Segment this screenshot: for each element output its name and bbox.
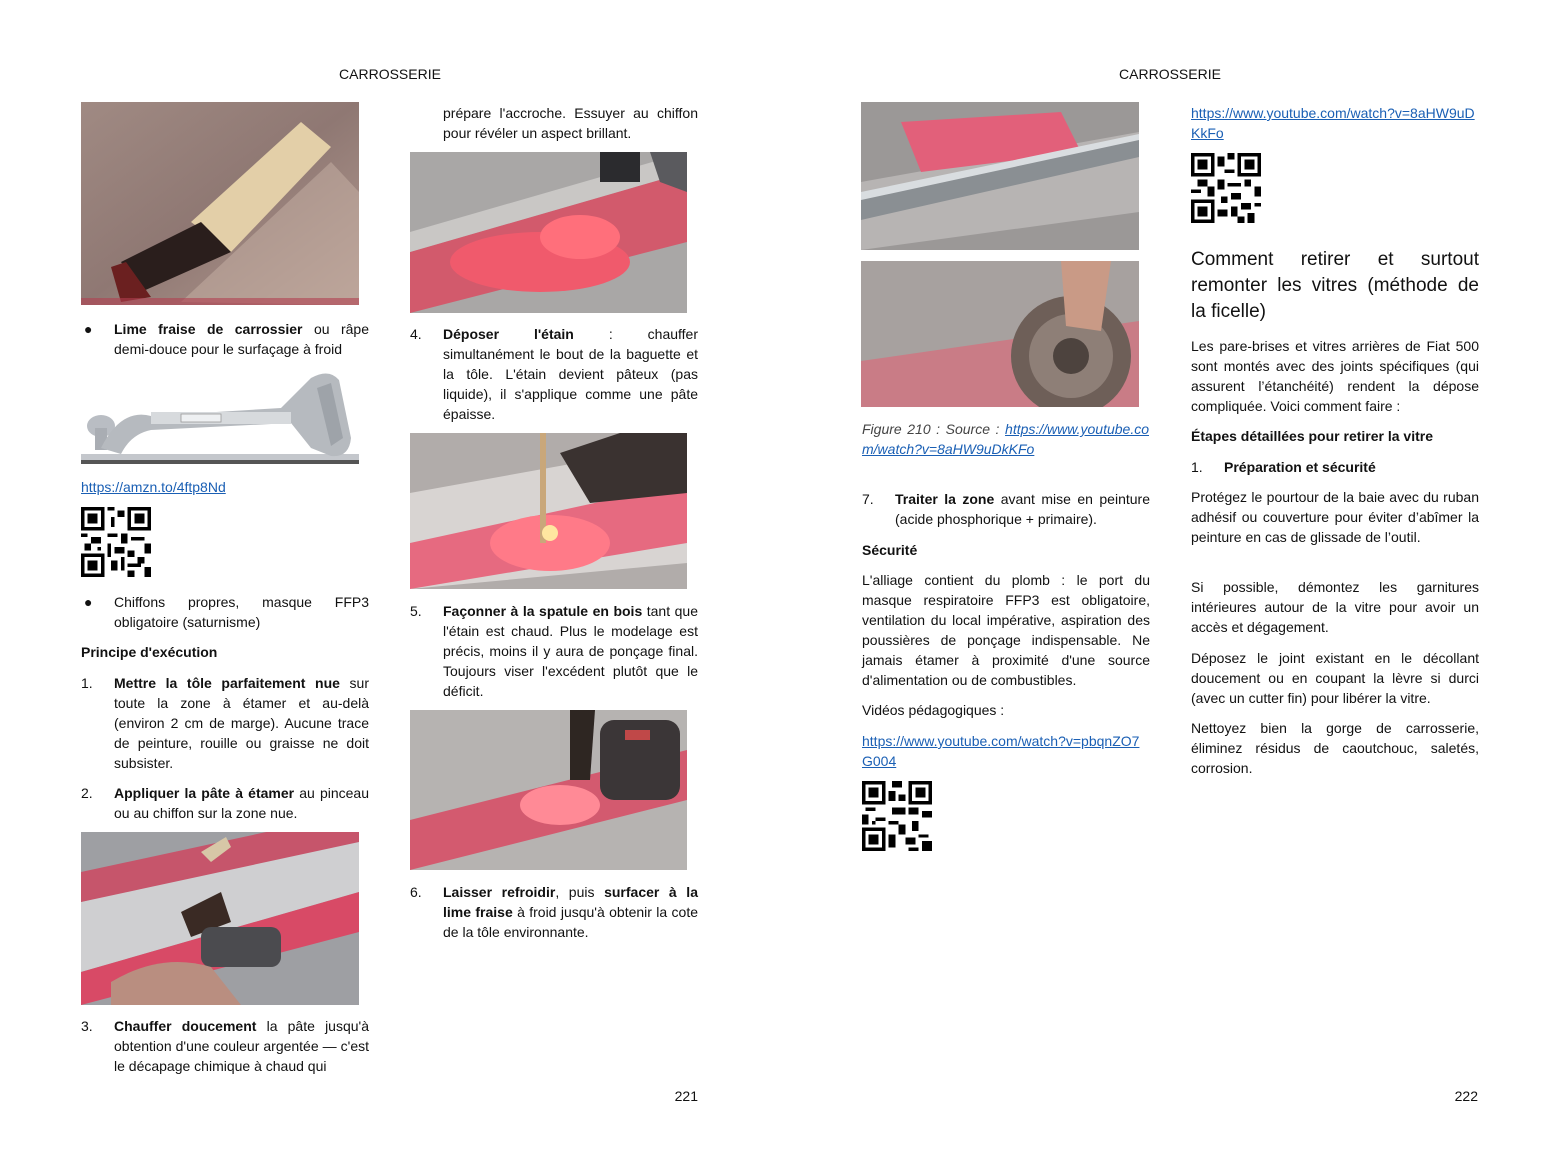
step-4: 4. Déposer l'étain : chauffer simultanément le bout de la baguette et la tôle. L'étain devient pâteux (pas liquide), il s'applique comme une pâte épaisse. (410, 326, 698, 422)
step-3: 3. Chauffer doucement la pâte jusqu'à obtention d'une couleur argentée — c'est le décapage chimique à chaud qui (81, 1018, 369, 1074)
top-youtube-link[interactable]: https://www.youtube.com/watch?v=8aHW9uDKkFo (1191, 105, 1475, 141)
photo-grinding-disc (861, 261, 1139, 407)
photo-file-tool (81, 102, 359, 305)
tool-item-1: ● Lime fraise de carrossier ou râpe demi-douce pour le surfaçage à froid (84, 321, 370, 357)
section-title-execution: Principe d'exécution (81, 644, 218, 660)
photo-shaping-spatula (410, 710, 687, 870)
security-title: Sécurité (862, 542, 918, 558)
figure-caption: Figure 210 : Source : https://www.youtube.com/watch?v=8aHW9uDkKFo (862, 421, 1149, 457)
photo-filing-sheet (861, 102, 1139, 250)
photo-depositing-tin (410, 433, 687, 589)
security-text: L'alliage contient du plomb : le port du masque respiratoire FFP3 est obligatoire, ventilation du local impérative, aspiration des poussières de ponçage indispensable. Ne jamais étamer à proximité d'une source d'alimentation ou de combustibles. (862, 572, 1150, 688)
photo-heating-sheet (410, 152, 687, 313)
paragraph-clean: Nettoyez bien la gorge de carrosserie, éliminez résidus de caoutchouc, saletés, corrosion. (1191, 720, 1479, 776)
paragraph-protect: Protégez le pourtour de la baie avec du ruban adhésif ou couverture pour éviter d’abîmer la peinture en cas de glissade de l’outil. (1191, 489, 1479, 545)
step-7: 7. Traiter la zone avant mise en peinture (acide phosphorique + primaire). (862, 491, 1150, 527)
qr-code-video (862, 781, 932, 856)
videos-label: Vidéos pédagogiques : (862, 702, 1005, 718)
step-5: 5. Façonner à la spatule en bois tant que l'étain est chaud. Plus le modelage est précis, moins il y aura de ponçage final. Toujours viser l'excédent plutôt que le déficit. (410, 603, 698, 699)
bullet-icon: ● (84, 321, 93, 337)
step-1: 1. Mettre la tôle parfaitement nue sur toute la zone à étamer et au-delà (environ 2 cm de marge). Aucune trace de peinture, rouille ou graisse ne doit subsister. (81, 675, 369, 771)
right-page-header: CARROSSERIE (1119, 66, 1221, 82)
paragraph-remove-seal: Déposez le joint existant en le décollant doucement ou en coupant la lèvre si durci (avec un cutter fin) pour libérer la vitre. (1191, 650, 1479, 706)
caption-link[interactable]: https://www.youtube.com/watch?v=8aHW9uDkKFo (862, 421, 1149, 457)
page-number-left: 221 (674, 1088, 698, 1104)
photo-brush-paste (81, 832, 359, 1005)
intro-paragraph: Les pare-brises et vitres arrières de Fiat 500 sont montés avec des joints spécifiques (qui assurent l’étanchéité) rendent la dépose compliquée. Voici comment faire : (1191, 338, 1479, 414)
step-2: 2. Appliquer la pâte à étamer au pinceau ou au chiffon sur la zone nue. (81, 785, 369, 821)
amazon-link[interactable]: https://amzn.to/4ftp8Nd (81, 479, 226, 495)
left-page-header: CARROSSERIE (339, 66, 441, 82)
qr-code-amazon (81, 507, 151, 582)
paragraph-dismantle: Si possible, démontez les garnitures intérieures autour de la vitre pour avoir un accès et dégagement. (1191, 579, 1479, 635)
steps-title: Étapes détaillées pour retirer la vitre (1191, 428, 1433, 444)
page-number-right: 222 (1454, 1088, 1478, 1104)
step-6: 6. Laisser refroidir, puis surfacer à la lime fraise à froid jusqu'à obtenir la cote de la tôle environnante. (410, 884, 698, 940)
step-3-continued: prépare l'accroche. Essuyer au chiffon pour révéler un aspect brillant. (443, 105, 698, 141)
photo-surform-file (81, 368, 359, 466)
bullet-icon: ● (84, 594, 93, 610)
sub-step-preparation: 1. Préparation et sécurité (1191, 459, 1376, 475)
section-heading-windows: Comment retirer et surtout remonter les vitres (méthode de la ficelle) (1191, 249, 1479, 322)
tool-item-2: ● Chiffons propres, masque FFP3 obligatoire (saturnisme) (84, 594, 369, 630)
qr-code-top (1191, 153, 1261, 228)
video-link[interactable]: https://www.youtube.com/watch?v=pbqnZO7G004 (862, 733, 1140, 769)
